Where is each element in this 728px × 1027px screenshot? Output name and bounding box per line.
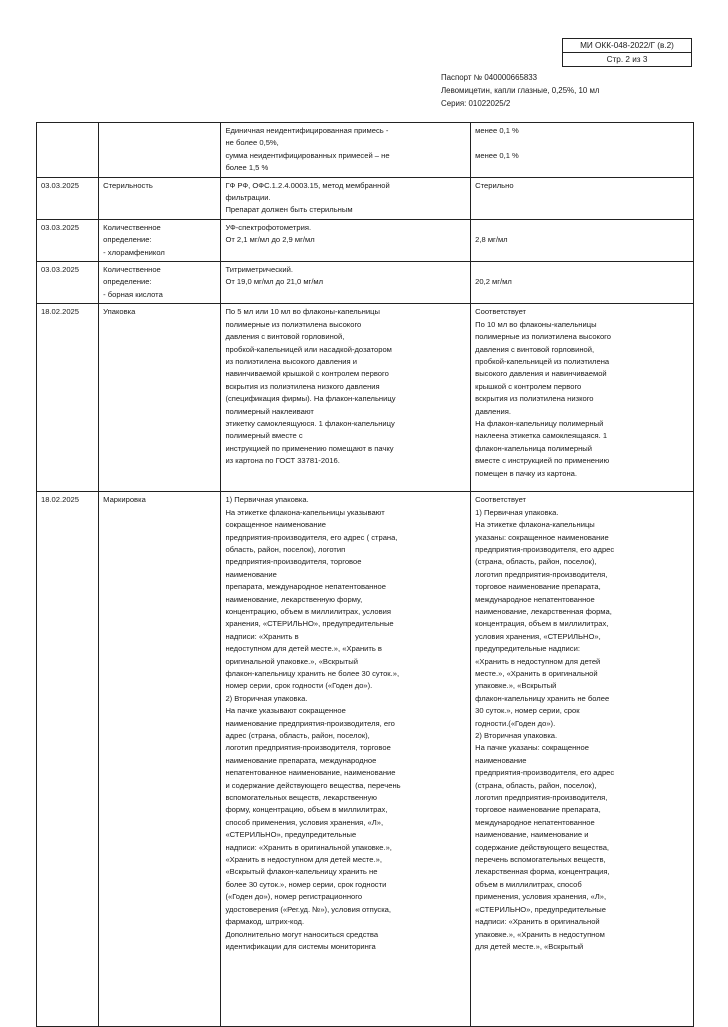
test-result: Соответствует По 10 мл во флаконы-капельницы полимерные из полиэтилена высокого давления с винтовой горловиной, пробкой-капельницей из полиэтилена высокого давления и навинчиваемой крышкой с контролем первого вскрытия из полиэтилена низкого давления. На флакон-капельницу полимерный наклеена этикетка самоклеящаяся. 1 флакон-капельница полимерный вместе с инструкцией по применению помещен в пачку из картона. — [471, 304, 694, 492]
test-requirement: Титриметрический. От 19,0 мг/мл до 21,0 мг/мл — [221, 262, 471, 304]
test-requirement: ГФ РФ, ОФС.1.2.4.0003.15, метод мембранной фильтрации. Препарат должен быть стерильным — [221, 177, 471, 219]
table-row — [37, 123, 694, 178]
passport-header — [441, 72, 600, 110]
test-name — [99, 123, 221, 178]
test-requirement: 1) Первичная упаковка. На этикетке флакона-капельницы указывают сокращенное наименование предприятия-производителя, его адрес ( страна, область, район, поселок), логотип предприятия-производителя, торговое наименование препарата, международное непатентованное наименование, лекарственную форму, концентрацию, объем в миллилитрах, условия хранения, «СТЕРИЛЬНО», предупредительные надписи: «Хранить в недоступном для детей месте.», «Хранить в оригинальной упаковке.», «Вскрытый флакон-капельницу хранить не более 30 суток.», номер серии, срок годности («Годен до»). 2) Вторичная упаковка. На пачке указывают сокращенное наименование предприятия-производителя, его адрес (страна, область, район, поселок), логотип предприятия-производителя, торговое наименование препарата, международное непатентованное наименование, наименование и содержание действующего вещества, перечень вспомогательных веществ, лекарственную форму, концентрацию, объем в миллилитрах, способ применения, условия хранения, «Л», «СТЕРИЛЬНО», предупредительные надписи: «Хранить в оригинальной упаковке.», «Хранить в недоступном для детей месте.», «Вскрытый флакон-капельницу хранить не более 30 суток.», номер серии, срок годности («Годен до»), номер регистрационного удостоверения («Рег.уд. №»), условия отпуска, фармакод, штрих-код. Дополнительно могут наноситься средства идентификации для системы мониторинга — [221, 492, 471, 1027]
quality-control-table — [36, 122, 694, 1027]
document-code: МИ ОКК-048-2022/Г (в.2) — [580, 41, 674, 50]
test-date: 03.03.2025 — [37, 177, 99, 219]
table-row — [37, 492, 694, 1027]
series-number: Серия: 01022025/2 — [441, 98, 511, 108]
test-result: 20,2 мг/мл — [471, 262, 694, 304]
table-row — [37, 262, 694, 304]
test-name: Количественное определение: - борная кислота — [99, 262, 221, 304]
test-name: Упаковка — [99, 304, 221, 492]
test-result: Соответствует 1) Первичная упаковка. На этикетке флакона-капельницы указаны: сокращенное наименование предприятия-производителя, его адрес (страна, область, район, поселок), логотип предприятия-производителя, торговое наименование препарата, международное непатентованное наименование, лекарственная форма, концентрация, объем в миллилитрах, условия хранения, «СТЕРИЛЬНО», предупредительные надписи: «Хранить в недоступном для детей месте.», «Хранить в оригинальной упаковке.», «Вскрытый флакон-капельницу хранить не более 30 суток.», номер серии, срок годности.(«Годен до»). 2) Вторичная упаковка. На пачке указаны: сокращенное наименование предприятия-производителя, его адрес (страна, область, район, поселок), логотип предприятия-производителя, торговое наименование препарата, международное непатентованное наименование, наименование и содержание действующего вещества, перечень вспомогательных веществ, лекарственная форма, концентрация, объем в миллилитрах, способ применения, условия хранения, «Л», «СТЕРИЛЬНО», предупредительные надписи: «Хранить в оригинальной упаковке.», «Хранить в недоступном для детей месте.», «Вскрытый — [471, 492, 694, 1027]
table-row — [37, 304, 694, 492]
test-name: Количественное определение: - хлорамфеникол — [99, 219, 221, 261]
test-requirement: По 5 мл или 10 мл во флаконы-капельницы полимерные из полиэтилена высокого давления с винтовой горловиной, пробкой-капельницей или насадкой-дозатором из полиэтилена высокого давления и навинчиваемой крышкой с контролем первого вскрытия из полиэтилена низкого давления (спецификация фирмы). На флакон-капельницу полимерный наклеивают этикетку самоклеящуюся. 1 флакон-капельницу полимерный вместе с инструкцией по применению помещают в пачку из картона по ГОСТ 33781-2016. — [221, 304, 471, 492]
test-result: менее 0,1 % менее 0,1 % — [471, 123, 694, 178]
test-date — [37, 123, 99, 178]
test-date: 18.02.2025 — [37, 492, 99, 1027]
test-date: 03.03.2025 — [37, 262, 99, 304]
test-name: Стерильность — [99, 177, 221, 219]
document-code-box — [562, 38, 692, 67]
table-row — [37, 219, 694, 261]
test-result: 2,8 мг/мл — [471, 219, 694, 261]
test-date: 18.02.2025 — [37, 304, 99, 492]
passport-number: Паспорт № 040000665833 — [441, 73, 538, 82]
test-name: Маркировка — [99, 492, 221, 1027]
product-name: Левомицетин, капли глазные, 0,25%, 10 мл — [441, 85, 600, 95]
page-number: Стр. 2 из 3 — [563, 52, 691, 66]
test-requirement: УФ-спектрофотометрия. От 2,1 мг/мл до 2,9 мг/мл — [221, 219, 471, 261]
test-requirement: Единичная неидентифицированная примесь - не более 0,5%, сумма неидентифицированных примесей – не более 1,5 % — [221, 123, 471, 178]
test-date: 03.03.2025 — [37, 219, 99, 261]
test-result: Стерильно — [471, 177, 694, 219]
table-row — [37, 177, 694, 219]
